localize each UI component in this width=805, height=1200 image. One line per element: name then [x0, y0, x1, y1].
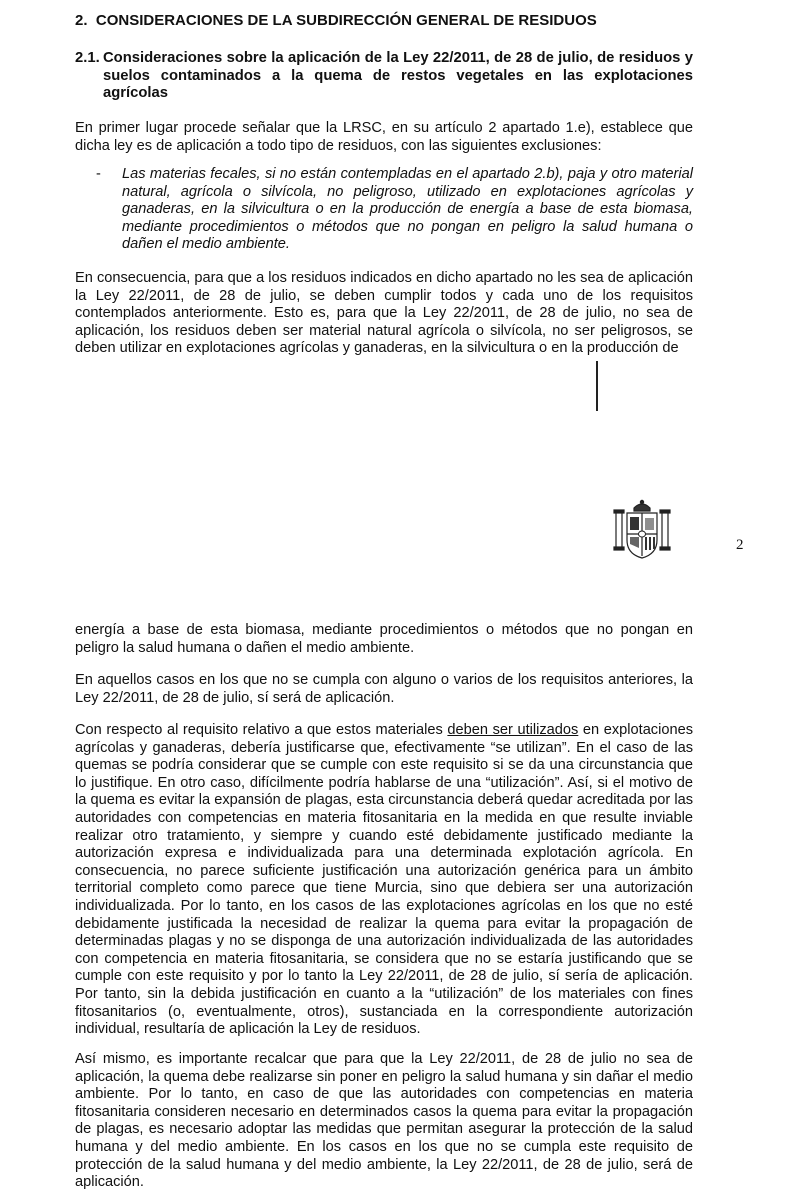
subsection-title: Consideraciones sobre la aplicación de la Ley 22/2011, de 28 de julio, de residuos y suelos contaminados a la quema de restos vegetales en las explotaciones agrícolas: [103, 50, 693, 102]
underlined-phrase: deben ser utilizados: [447, 722, 579, 738]
page-number: 2: [736, 537, 744, 553]
paragraph-use-requirement: [75, 722, 693, 1039]
quoted-exclusion-text: Las materias fecales, si no están contempladas en el apartado 2.b), paja y otro material natural, agrícola o silvícola, no peligroso, utilizado en explotaciones agrícolas y ganaderas, en la silvicultura o en la producción de energía a base de esta biomasa, mediante procedimientos o métodos que no pongan en peligro la salud humana o dañen el medio ambiente.: [122, 166, 693, 253]
section-heading: [75, 12, 735, 30]
list-dash: -: [96, 166, 101, 182]
paragraph-health-environment: Así mismo, es importante recalcar que para que la Ley 22/2011, de 28 de julio no sea de aplicación, la quema debe realizarse sin poner en peligro la salud humana y sin dañar el medio ambiente. Por lo tanto, en caso de que las autoridades con competencias en materia fitosanitaria consideren necesario en determinados casos la quema para evitar la propagación de plagas, es necesario adoptar las medidas que permitan asegurar la protección de la salud humana y del medio ambiente. En los casos en los que no se cumpla este requisito de protección de la salud humana y del medio ambiente, la Ley 22/2011, de 28 de julio, será de aplicación.: [75, 1051, 693, 1191]
paragraph-use-requirement-start: Con respecto al requisito relativo a que estos materiales: [75, 722, 448, 738]
paragraph-consequence-continued: energía a base de esta biomasa, mediante procedimientos o métodos que no pongan en peligro la salud humana o dañen el medio ambiente.: [75, 622, 693, 656]
section-number: 2.: [75, 12, 88, 29]
spain-coat-of-arms-icon: [612, 498, 672, 564]
paragraph-consequence: En consecuencia, para que a los residuos indicados en dicho apartado no les sea de aplicación la Ley 22/2011, de 28 de julio, se deben cumplir todos y cada uno de los requisitos contemplados anteriormente. Esto es, para que la Ley 22/2011, de 28 de julio, no sea de aplicación, los residuos deben ser material natural agrícola o silvícola, no ser peligrosos, se deben utilizar en explotaciones agrícolas y ganaderas, en la silvicultura o en la producción de: [75, 270, 693, 357]
vertical-rule: [596, 361, 598, 411]
quoted-exclusion: [96, 166, 693, 254]
section-title: CONSIDERACIONES DE LA SUBDIRECCIÓN GENERAL DE RESIDUOS: [95, 12, 597, 29]
subsection-number: 2.1.: [75, 50, 100, 66]
paragraph-requirements: En aquellos casos en los que no se cumpla con alguno o varios de los requisitos anteriores, la Ley 22/2011, de 28 de julio, sí será de aplicación.: [75, 672, 693, 706]
subsection-heading: [75, 50, 693, 103]
paragraph-intro: En primer lugar procede señalar que la LRSC, en su artículo 2 apartado 1.e), establece que dicha ley es de aplicación a todo tipo de residuos, con las siguientes exclusiones:: [75, 120, 693, 154]
paragraph-use-requirement-rest: en explotaciones agrícolas y ganaderas, debería justificarse que, efectivamente “se utilizan”. En el caso de las quemas se podría considerar que se cumple con este requisito si se da una circunstancia que lo justifique. En otro caso, difícilmente podría hablarse de una “utilización”. Así, si el motivo de la quema es evitar la expansión de plagas, esta circunstancia deberá quedar acreditada por las autoridades con competencias en materia fitosanitaria en la medida en que resulte inviable realizar otro tratamiento, y siempre y cuando esté debidamente justificado mediante la autorización expresa e individualizada para una determinada explotación agrícola. En consecuencia, no parece suficiente justificación una autorización genérica para un ámbito territorial completo como parece que tiene Murcia, sino que debiera ser una autorización individualizada. Por lo tanto, en los casos de las explotaciones agrícolas en los que no esté debidamente justificada la necesidad de realizar la quema para evitar la propagación de determinadas plagas y no se disponga de una autorización individualizada de las autoridades con competencia en materia fitosanitaria, se considera que no se estaría justificando que se cumple con este requisito y por lo tanto la Ley 22/2011, de 28 de julio, sí sería de aplicación. Por tanto, sin la debida justificación en cuanto a la “utilización” de los materiales con fines fitosanitarios (o, eventualmente, otros), sustanciada en la correspondiente autorización individual, resultaría de aplicación la Ley de residuos.: [75, 722, 693, 1038]
